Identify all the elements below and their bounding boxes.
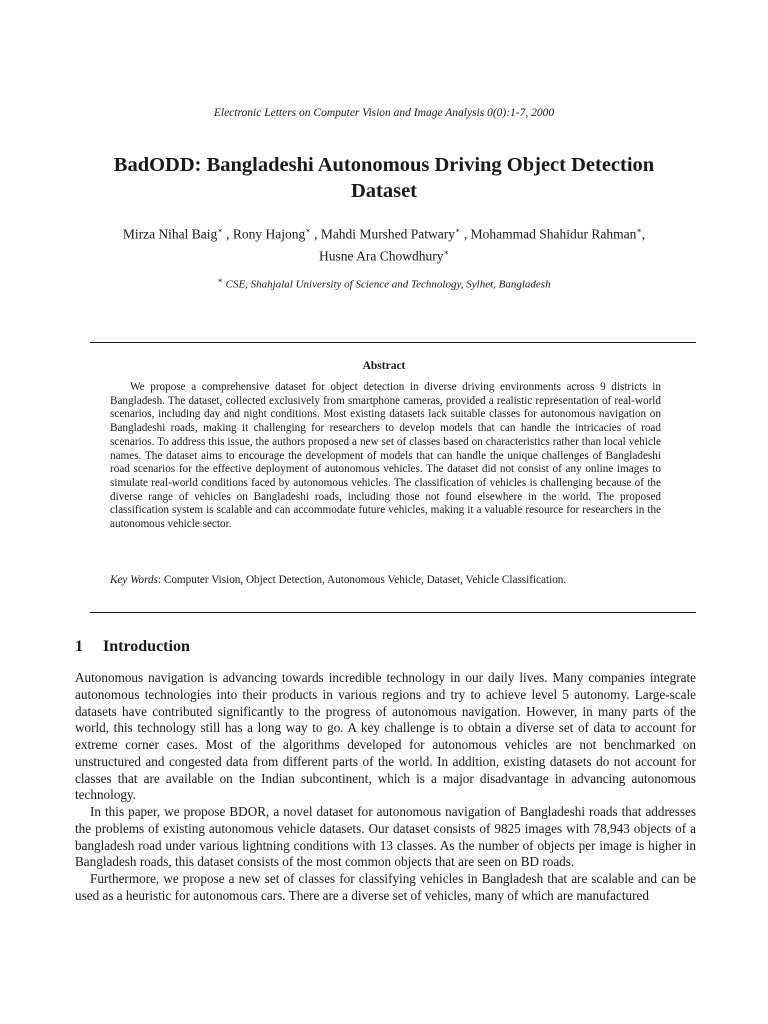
abstract-top-rule (90, 342, 696, 343)
author-name: Mohammad Shahidur Rahman (470, 226, 637, 242)
section-heading (75, 638, 190, 656)
author-name: Husne Ara Chowdhury (319, 248, 444, 263)
affiliation-mark: ∗ (636, 226, 642, 235)
section-title: Introduction (103, 638, 190, 655)
body-paragraph: In this paper, we propose BDOR, a novel dataset for autonomous navigation of Bangladeshi roads that addresses the problems of existing autonomous vehicle datasets. Our dataset consists of 9825 images with 78,943 objects of a bangladesh road under various lightning conditions with 13 classes. As the number of objects per image is higher in Bangladesh roads, this dataset consists of the most common objects that are seen on BD roads. (75, 804, 696, 870)
paper-title-line-2: Dataset (350, 180, 418, 202)
affiliation-mark: ∗ (217, 276, 223, 285)
abstract-text: We propose a comprehensive dataset for object detection in diverse driving environments across 9 districts in Bangladesh. The dataset, collected exclusively from smartphone cameras, provided a realistic representation of real-world scenarios, including day and night conditions. Most existing datasets lack suitable classes for autonomous navigation on Bangladeshi roads, making it challenging for researchers to develop models that can handle the intricacies of road scenarios. To address this issue, the authors proposed a new set of classes based on characteristics rather than local vehicle names. The dataset aims to encourage the development of models that can handle the unique challenges of Bangladeshi road scenarios for the effective deployment of autonomous vehicles. The dataset did not consist of any online images to simulate real-world conditions faced by autonomous vehicles. The classification of vehicles is challenging because of the diverse range of vehicles on Bangladeshi roads, including those not found elsewhere in the world. The proposed classification system is scalable and can accommodate future vehicles, making it a valuable resource for researchers in the autonomous vehicle sector. (110, 381, 661, 531)
journal-header: Electronic Letters on Computer Vision and Image Analysis 0(0):1-7, 2000 (213, 107, 555, 119)
paper-title (70, 152, 698, 204)
body-paragraph: Autonomous navigation is advancing towards incredible technology in our daily lives. Many companies integrate autonomous technologies into their products in various regions and try to achieve level 5 autonomy. Large-scale datasets have contributed significantly to the progress of autonomous navigation. However, in many parts of the world, this technology still has a long way to go. A key challenge is to obtain a diverse set of data to account for extreme corner cases. Most of the algorithms developed for autonomous vehicles are not benchmarked on unstructured and congested data from different parts of the world. In addition, existing datasets do not account for classes that are available on the Indian subcontinent, which is a major disadvantage in advancing autonomous technology. (75, 670, 696, 803)
affiliation-mark: ∗ (443, 247, 449, 257)
paper-title-line-1: BadODD: Bangladeshi Autonomous Driving Object Detection (113, 154, 655, 176)
section-number: 1 (75, 638, 83, 655)
affiliation-mark: ∗ (455, 226, 461, 235)
affiliation-mark: ∗ (305, 226, 311, 235)
body-paragraph: Furthermore, we propose a new set of classes for classifying vehicles in Bangladesh that are scalable and can be used as a heuristic for autonomous cars. There are a diverse set of vehicles, many of which are manufactured (75, 871, 696, 903)
author-name: Mirza Nihal Baig (122, 226, 218, 242)
affiliation (70, 276, 698, 291)
abstract-bottom-rule (90, 612, 696, 613)
abstract-heading: Abstract (362, 360, 406, 372)
affiliation-text: CSE, Shahjalal University of Science and Technology, Sylhet, Bangladesh (225, 278, 551, 291)
keywords-label: Key Words (110, 574, 158, 586)
keywords (110, 574, 661, 586)
author-name: Rony Hajong (232, 226, 306, 242)
keywords-list: : Computer Vision, Object Detection, Autonomous Vehicle, Dataset, Vehicle Classification. (157, 574, 567, 586)
section-body (75, 670, 696, 905)
author-name: Mahdi Murshed Patwary (320, 226, 456, 242)
affiliation-mark: ∗ (217, 226, 223, 235)
author-list: Mirza Nihal Baig∗ , Rony Hajong∗ , Mahdi Murshed Patwary∗ , Mohammad Shahidur Rahman∗, Husne Ara Chowdhury∗ (122, 226, 646, 263)
